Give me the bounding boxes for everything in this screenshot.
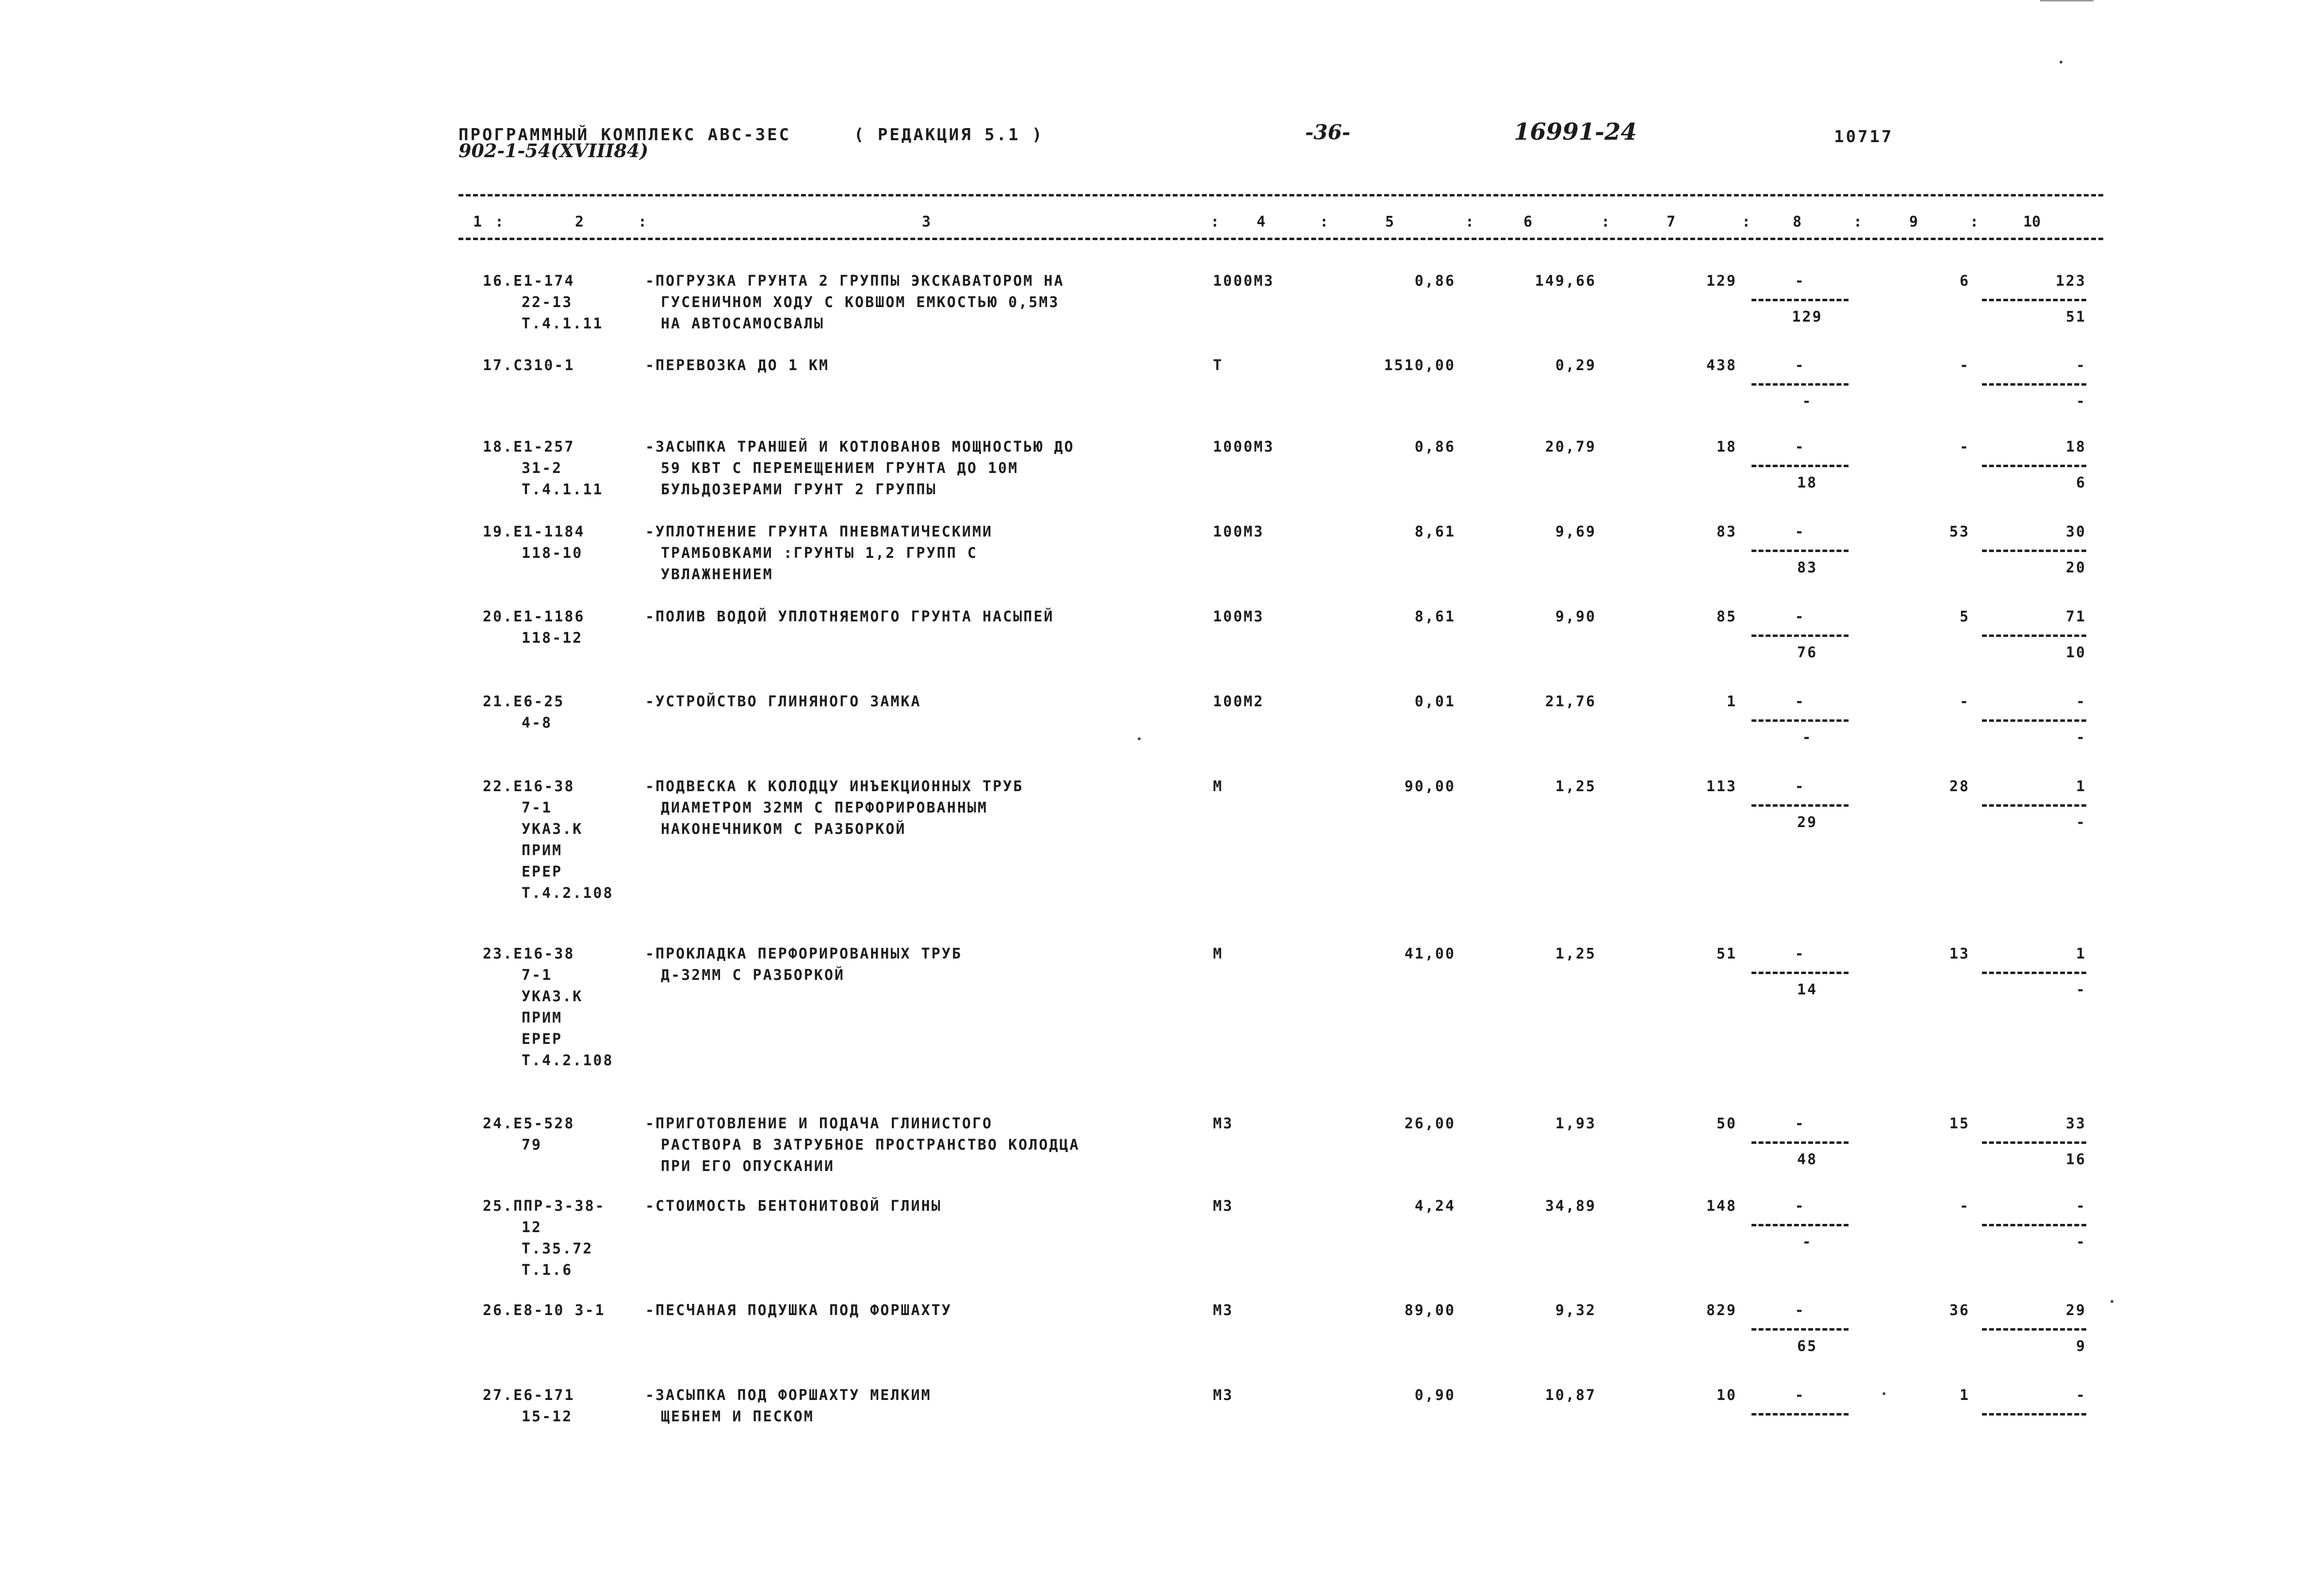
- row-code-line: ЕРЕР: [522, 1031, 563, 1048]
- row-total: 148: [1706, 1198, 1737, 1215]
- subtotal-divider: [1982, 634, 2086, 637]
- subtotal-divider: [1751, 550, 1849, 552]
- column-header-1: 1: [473, 213, 482, 230]
- row-col10-top: 33: [2065, 1115, 2086, 1132]
- subtotal-divider: [1982, 465, 2086, 467]
- row-col10-top: 29: [2065, 1302, 2086, 1319]
- row-description-line: ЩЕБНЕМ И ПЕСКОМ: [661, 1408, 814, 1425]
- row-col9: 36: [1949, 1302, 1970, 1319]
- row-col10-top: 18: [2065, 439, 2086, 456]
- row-code-line: 16.Е1-174: [483, 273, 575, 290]
- row-col10-top: 123: [2055, 273, 2086, 290]
- row-unit: 100М3: [1213, 523, 1264, 540]
- row-col9: 1: [1959, 1387, 1970, 1404]
- row-unit: М3: [1213, 1387, 1234, 1404]
- row-total: 129: [1706, 273, 1737, 290]
- row-col10-top: 71: [2065, 608, 2086, 625]
- column-header-9: 9: [1909, 213, 1918, 230]
- row-col8-top: -: [1795, 439, 1805, 456]
- row-total: 113: [1706, 778, 1737, 795]
- row-code-line: 79: [522, 1137, 542, 1154]
- row-total: 50: [1716, 1115, 1737, 1132]
- row-col9: 28: [1949, 778, 1970, 795]
- row-col8-top: -: [1795, 1302, 1805, 1319]
- subtotal-divider: [1982, 1413, 2086, 1415]
- row-unit: 1000М3: [1213, 439, 1275, 456]
- row-col10-top: 30: [2065, 523, 2086, 540]
- column-separator: :: [1320, 213, 1329, 230]
- scan-speck: [1882, 1392, 1885, 1395]
- row-unit: М: [1213, 945, 1224, 962]
- row-code-line: ЕРЕР: [522, 863, 563, 880]
- column-separator: :: [1742, 213, 1751, 230]
- row-total: 438: [1706, 357, 1737, 374]
- row-description-line: БУЛЬДОЗЕРАМИ ГРУНТ 2 ГРУППЫ: [661, 481, 937, 498]
- column-header-8: 8: [1793, 213, 1802, 230]
- row-col8-bottom: -: [1802, 393, 1813, 410]
- row-col10-bottom: -: [2076, 1234, 2086, 1251]
- row-code-line: 19.Е1-1184: [483, 523, 585, 540]
- column-header-6: 6: [1523, 213, 1533, 230]
- row-col8-bottom: 48: [1797, 1151, 1818, 1168]
- column-header-7: 7: [1667, 213, 1676, 230]
- row-col8-top: -: [1795, 608, 1805, 625]
- program-name: ПРОГРАММНЫЙ КОМПЛЕКС АВС-ЗЕС: [458, 125, 791, 145]
- row-description-line: -ПЕСЧАНАЯ ПОДУШКА ПОД ФОРШАХТУ: [645, 1302, 952, 1319]
- row-quantity: 1510,00: [1384, 357, 1456, 374]
- row-col10-bottom: 6: [2076, 474, 2086, 491]
- top-rule: [458, 194, 2103, 196]
- row-unit: М: [1213, 778, 1224, 795]
- row-description-line: Д-32ММ С РАЗБОРКОЙ: [661, 967, 845, 984]
- column-header-5: 5: [1385, 213, 1394, 230]
- row-unit-price: 0,29: [1555, 357, 1596, 374]
- subtotal-divider: [1751, 299, 1849, 301]
- row-total: 83: [1716, 523, 1737, 540]
- row-description-line: НА АВТОСАМОСВАЛЫ: [661, 315, 824, 332]
- row-col10-bottom: 10: [2065, 644, 2086, 661]
- column-separator: :: [1970, 213, 1979, 230]
- row-code-line: 17.С310-1: [483, 357, 575, 374]
- row-col10-top: -: [2076, 1387, 2086, 1404]
- row-code-line: Т.4.1.11: [522, 481, 604, 498]
- row-description-line: -ЗАСЫПКА ПОД ФОРШАХТУ МЕЛКИМ: [645, 1387, 932, 1404]
- subtotal-divider: [1982, 1141, 2086, 1144]
- row-col10-top: 1: [2076, 945, 2086, 962]
- row-col8-top: -: [1795, 1115, 1805, 1132]
- row-col9: 5: [1959, 608, 1970, 625]
- project-code: 902-1-54(XVIII84): [458, 140, 649, 162]
- subtotal-divider: [1982, 550, 2086, 552]
- row-col8-top: -: [1795, 945, 1805, 962]
- row-col10-top: -: [2076, 693, 2086, 710]
- row-unit-price: 9,32: [1555, 1302, 1596, 1319]
- row-description-line: ГУСЕНИЧНОМ ХОДУ С КОВШОМ ЕМКОСТЬЮ 0,5М3: [661, 294, 1060, 311]
- column-separator: :: [638, 213, 647, 230]
- row-quantity: 26,00: [1404, 1115, 1456, 1132]
- row-col9: 15: [1949, 1115, 1970, 1132]
- row-code-line: Т.4.2.108: [522, 1052, 614, 1069]
- row-code-line: 22-13: [522, 294, 573, 311]
- row-quantity: 4,24: [1414, 1198, 1456, 1215]
- sheet-code: 10717: [1834, 127, 1894, 146]
- row-total: 829: [1706, 1302, 1737, 1319]
- subtotal-divider: [1751, 1224, 1849, 1226]
- row-total: 85: [1716, 608, 1737, 625]
- row-code-line: 7-1: [522, 799, 553, 816]
- row-col8-top: -: [1795, 357, 1805, 374]
- row-description-line: НАКОНЕЧНИКОМ С РАЗБОРКОЙ: [661, 821, 906, 838]
- row-quantity: 89,00: [1404, 1302, 1456, 1319]
- row-col8-top: -: [1795, 778, 1805, 795]
- row-col9: -: [1959, 1198, 1970, 1215]
- row-description-line: -СТОИМОСТЬ БЕНТОНИТОВОЙ ГЛИНЫ: [645, 1198, 942, 1215]
- row-unit: Т: [1213, 357, 1224, 374]
- row-code-line: 12: [522, 1219, 542, 1236]
- row-col8-bottom: -: [1802, 729, 1813, 746]
- row-code-line: 15-12: [522, 1408, 573, 1425]
- document-number: 16991-24: [1514, 118, 1637, 146]
- row-col8-bottom: 83: [1797, 559, 1818, 576]
- scan-speck: [2111, 1300, 2113, 1303]
- column-header-10: 10: [2023, 213, 2041, 230]
- row-code-line: 18.Е1-257: [483, 439, 575, 456]
- row-unit-price: 1,25: [1555, 778, 1596, 795]
- row-quantity: 8,61: [1414, 608, 1456, 625]
- row-unit-price: 149,66: [1535, 273, 1596, 290]
- row-code-line: 118-12: [522, 630, 583, 647]
- row-code-line: Т.35.72: [522, 1240, 593, 1257]
- subtotal-divider: [1751, 1141, 1849, 1144]
- row-col10-top: -: [2076, 1198, 2086, 1215]
- row-quantity: 0,01: [1414, 693, 1456, 710]
- column-header-4: 4: [1257, 213, 1266, 230]
- row-unit: 100М2: [1213, 693, 1264, 710]
- row-description-line: -ЗАСЫПКА ТРАНШЕЙ И КОТЛОВАНОВ МОЩНОСТЬЮ ДО: [645, 439, 1075, 456]
- column-header-3: 3: [922, 213, 931, 230]
- row-description-line: РАСТВОРА В ЗАТРУБНОЕ ПРОСТРАНСТВО КОЛОДЦА: [661, 1137, 1080, 1154]
- row-code-line: 22.Е16-38: [483, 778, 575, 795]
- row-col8-top: -: [1795, 273, 1805, 290]
- column-separator: :: [495, 213, 504, 230]
- row-description-line: -ПРИГОТОВЛЕНИЕ И ПОДАЧА ГЛИНИСТОГО: [645, 1115, 993, 1132]
- row-unit: М3: [1213, 1302, 1234, 1319]
- row-description-line: -УПЛОТНЕНИЕ ГРУНТА ПНЕВМАТИЧЕСКИМИ: [645, 523, 993, 540]
- row-unit: М3: [1213, 1198, 1234, 1215]
- row-total: 51: [1716, 945, 1737, 962]
- subtotal-divider: [1751, 465, 1849, 467]
- subtotal-divider: [1982, 299, 2086, 301]
- row-unit-price: 1,25: [1555, 945, 1596, 962]
- row-code-line: 7-1: [522, 967, 553, 984]
- row-code-line: 26.Е8-10 3-1: [483, 1302, 606, 1319]
- row-code-line: 24.Е5-528: [483, 1115, 575, 1132]
- subtotal-divider: [1751, 634, 1849, 637]
- row-unit-price: 10,87: [1545, 1387, 1596, 1404]
- scan-edge-mark: [2040, 0, 2094, 1]
- row-col9: -: [1959, 693, 1970, 710]
- header-bottom-rule: [458, 238, 2103, 240]
- row-col9: -: [1959, 357, 1970, 374]
- row-description-line: -ПОГРУЗКА ГРУНТА 2 ГРУППЫ ЭКСКАВАТОРОМ НА: [645, 273, 1064, 290]
- column-separator: :: [1601, 213, 1610, 230]
- subtotal-divider: [1982, 719, 2086, 722]
- column-separator: :: [1465, 213, 1474, 230]
- row-code-line: ПРИМ: [522, 842, 563, 859]
- row-quantity: 90,00: [1404, 778, 1456, 795]
- row-code-line: УКАЗ.К: [522, 821, 583, 838]
- row-code-line: Т.4.2.108: [522, 885, 614, 902]
- row-unit-price: 34,89: [1545, 1198, 1596, 1215]
- row-description-line: -ПОДВЕСКА К КОЛОДЦУ ИНЪЕКЦИОННЫХ ТРУБ: [645, 778, 1024, 795]
- row-code-line: 118-10: [522, 545, 583, 562]
- row-quantity: 8,61: [1414, 523, 1456, 540]
- subtotal-divider: [1751, 804, 1849, 807]
- row-unit: 1000М3: [1213, 273, 1275, 290]
- row-description-line: -ПРОКЛАДКА ПЕРФОРИРОВАННЫХ ТРУБ: [645, 945, 962, 962]
- row-col8-bottom: -: [1802, 1234, 1813, 1251]
- row-code-line: 20.Е1-1186: [483, 608, 585, 625]
- row-col8-bottom: 29: [1797, 814, 1818, 831]
- row-col9: -: [1959, 439, 1970, 456]
- row-code-line: УКАЗ.К: [522, 988, 583, 1005]
- row-description-line: -УСТРОЙСТВО ГЛИНЯНОГО ЗАМКА: [645, 693, 921, 710]
- subtotal-divider: [1751, 1328, 1849, 1331]
- row-col9: 13: [1949, 945, 1970, 962]
- row-code-line: 23.Е16-38: [483, 945, 575, 962]
- row-total: 18: [1716, 439, 1737, 456]
- subtotal-divider: [1982, 804, 2086, 807]
- row-description-line: ДИАМЕТРОМ 32ММ С ПЕРФОРИРОВАННЫМ: [661, 799, 988, 816]
- row-total: 10: [1716, 1387, 1737, 1404]
- row-col10-bottom: 9: [2076, 1338, 2086, 1355]
- row-unit: 100М3: [1213, 608, 1264, 625]
- row-col8-top: -: [1795, 1387, 1805, 1404]
- row-code-line: 25.ППР-3-38-: [483, 1198, 606, 1215]
- row-col10-top: -: [2076, 357, 2086, 374]
- row-col10-bottom: -: [2076, 981, 2086, 998]
- row-quantity: 41,00: [1404, 945, 1456, 962]
- row-code-line: 27.Е6-171: [483, 1387, 575, 1404]
- row-col8-bottom: 14: [1797, 981, 1818, 998]
- subtotal-divider: [1982, 972, 2086, 974]
- scan-speck: [2060, 61, 2062, 64]
- subtotal-divider: [1751, 972, 1849, 974]
- subtotal-divider: [1751, 383, 1849, 386]
- row-quantity: 0,86: [1414, 439, 1456, 456]
- row-code-line: 31-2: [522, 460, 563, 477]
- column-separator: :: [1853, 213, 1863, 230]
- row-col10-bottom: 51: [2065, 309, 2086, 325]
- row-col8-bottom: 76: [1797, 644, 1818, 661]
- row-description-line: -ПЕРЕВОЗКА ДО 1 КМ: [645, 357, 830, 374]
- row-unit-price: 9,69: [1555, 523, 1596, 540]
- subtotal-divider: [1751, 719, 1849, 722]
- row-description-line: УВЛАЖНЕНИЕМ: [661, 566, 773, 583]
- row-total: 1: [1726, 693, 1737, 710]
- row-col8-bottom: 18: [1797, 474, 1818, 491]
- row-unit-price: 20,79: [1545, 439, 1596, 456]
- subtotal-divider: [1751, 1413, 1849, 1415]
- row-code-line: ПРИМ: [522, 1009, 563, 1026]
- row-col10-bottom: -: [2076, 393, 2086, 410]
- edition-label: ( РЕДАКЦИЯ 5.1 ): [854, 125, 1044, 145]
- row-col10-bottom: -: [2076, 729, 2086, 746]
- subtotal-divider: [1982, 383, 2086, 386]
- row-col10-bottom: 20: [2065, 559, 2086, 576]
- subtotal-divider: [1982, 1328, 2086, 1331]
- row-col9: 6: [1959, 273, 1970, 290]
- subtotal-divider: [1982, 1224, 2086, 1226]
- row-code-line: 4-8: [522, 715, 553, 732]
- column-header-2: 2: [575, 213, 584, 230]
- column-separator: :: [1211, 213, 1220, 230]
- row-col8-top: -: [1795, 523, 1805, 540]
- row-col9: 53: [1949, 523, 1970, 540]
- row-col10-top: 1: [2076, 778, 2086, 795]
- row-description-line: -ПОЛИВ ВОДОЙ УПЛОТНЯЕМОГО ГРУНТА НАСЫПЕЙ: [645, 608, 1054, 625]
- row-col8-bottom: 65: [1797, 1338, 1818, 1355]
- row-col8-bottom: 129: [1792, 309, 1823, 325]
- row-col8-top: -: [1795, 1198, 1805, 1215]
- row-unit-price: 1,93: [1555, 1115, 1596, 1132]
- row-col10-bottom: -: [2076, 814, 2086, 831]
- row-code-line: Т.4.1.11: [522, 315, 604, 332]
- row-quantity: 0,90: [1414, 1387, 1456, 1404]
- row-description-line: ПРИ ЕГО ОПУСКАНИИ: [661, 1158, 835, 1175]
- page-number: -36-: [1305, 120, 1351, 144]
- row-col10-bottom: 16: [2065, 1151, 2086, 1168]
- row-col8-top: -: [1795, 693, 1805, 710]
- row-unit-price: 9,90: [1555, 608, 1596, 625]
- scan-speck: [1138, 737, 1141, 740]
- row-description-line: 59 КВТ С ПЕРЕМЕЩЕНИЕМ ГРУНТА ДО 10М: [661, 460, 1019, 477]
- row-quantity: 0,86: [1414, 273, 1456, 290]
- row-code-line: 21.Е6-25: [483, 693, 565, 710]
- row-code-line: Т.1.6: [522, 1262, 573, 1279]
- row-unit-price: 21,76: [1545, 693, 1596, 710]
- row-description-line: ТРАМБОВКАМИ :ГРУНТЫ 1,2 ГРУПП С: [661, 545, 978, 562]
- row-unit: М3: [1213, 1115, 1234, 1132]
